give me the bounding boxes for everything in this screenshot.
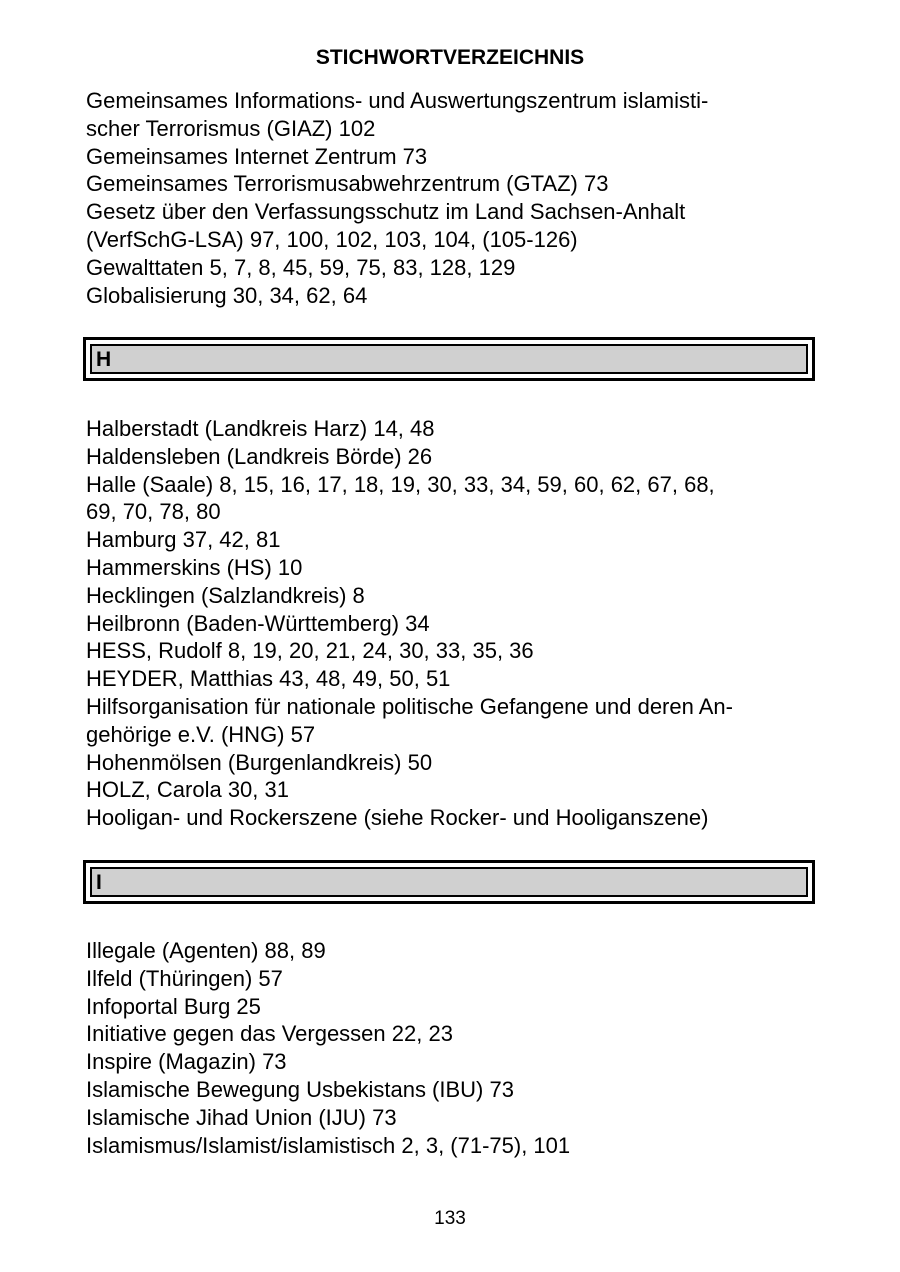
index-entry: 69, 70, 78, 80 (86, 499, 221, 525)
index-entry: Gemeinsames Terrorismusabwehrzentrum (GTAZ) 73 (86, 171, 609, 197)
index-entry: Hooligan- und Rockerszene (siehe Rocker- und Hooliganszene) (86, 805, 709, 831)
index-entry: Haldensleben (Landkreis Börde) 26 (86, 443, 433, 469)
index-entry: Hecklingen (Salzlandkreis) 8 (86, 582, 365, 608)
index-entry: Halberstadt (Landkreis Harz) 14, 48 (86, 416, 435, 441)
index-entry: Illegale (Agenten) 88, 89 (86, 938, 326, 963)
index-entry: Initiative gegen das Vergessen 22, 23 (86, 1021, 453, 1047)
index-entry: Halle (Saale) 8, 15, 16, 17, 18, 19, 30, 33, 34, 59, 60, 62, 67, 68, (86, 471, 715, 497)
index-entry: Hammerskins (HS) 10 (86, 554, 303, 580)
index-entry: Hohenmölsen (Burgenlandkreis) 50 (86, 749, 433, 775)
index-entry: Infoportal Burg 25 (86, 993, 261, 1019)
index-entry: Gemeinsames Internet Zentrum 73 (86, 143, 428, 169)
entry-list-g (86, 87, 808, 309)
index-entry: gehörige e.V. (HNG) 57 (86, 721, 316, 747)
index-entry: Hamburg 37, 42, 81 (86, 527, 281, 553)
index-entry: Gemeinsames Informations- und Auswertungszentrum islamisti- (86, 88, 709, 113)
index-entry: Heilbronn (Baden-Württemberg) 34 (86, 610, 430, 636)
entry-list-i (86, 937, 808, 1159)
section-header-h (83, 337, 815, 381)
index-entry: HOLZ, Carola 30, 31 (86, 777, 289, 803)
index-entry: Gesetz über den Verfassungsschutz im Land Sachsen-Anhalt (86, 199, 686, 225)
index-entry: Hilfsorganisation für nationale politische Gefangene und deren An- (86, 693, 733, 719)
index-entry: Islamische Bewegung Usbekistans (IBU) 73 (86, 1076, 514, 1102)
section-letter: H (90, 344, 808, 374)
section-letter: I (90, 867, 808, 897)
index-entry: HEYDER, Matthias 43, 48, 49, 50, 51 (86, 666, 451, 692)
index-entry: scher Terrorismus (GIAZ) 102 (86, 115, 376, 141)
page-title: STICHWORTVERZEICHNIS (315, 46, 585, 69)
index-entry: (VerfSchG-LSA) 97, 100, 102, 103, 104, (105-126) (86, 226, 578, 252)
page-number: 133 (434, 1208, 466, 1229)
index-entry: HESS, Rudolf 8, 19, 20, 21, 24, 30, 33, 35, 36 (86, 638, 534, 664)
index-entry: Gewalttaten 5, 7, 8, 45, 59, 75, 83, 128, 129 (86, 254, 516, 280)
index-entry: Islamismus/Islamist/islamistisch 2, 3, (71-75), 101 (86, 1132, 571, 1158)
index-entry: Islamische Jihad Union (IJU) 73 (86, 1104, 397, 1130)
index-entry: Ilfeld (Thüringen) 57 (86, 965, 283, 991)
index-entry: Globalisierung 30, 34, 62, 64 (86, 282, 368, 308)
entry-list-h (86, 415, 808, 832)
index-entry: Inspire (Magazin) 73 (86, 1049, 287, 1075)
section-header-i (83, 860, 815, 904)
